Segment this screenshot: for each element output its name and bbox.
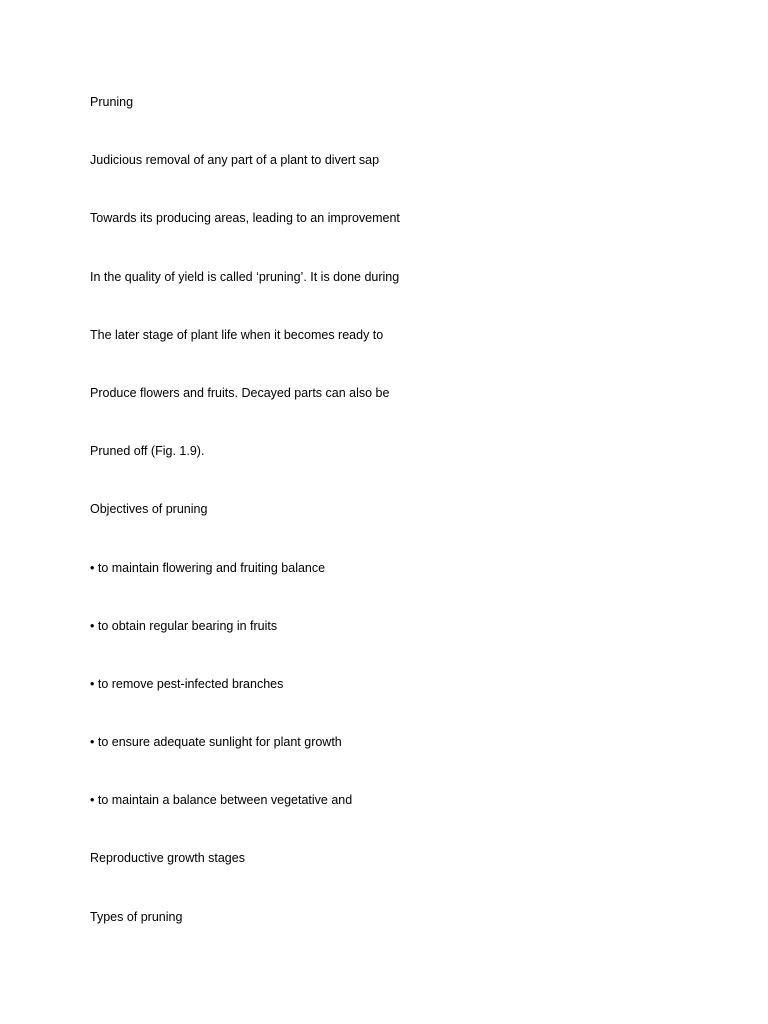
paragraph-line: Reproductive growth stages (90, 851, 245, 866)
section-heading-types: Types of pruning (90, 909, 183, 924)
document-body (90, 92, 400, 965)
paragraph-line: Produce flowers and fruits. Decayed parts can also be (90, 385, 390, 400)
paragraph-line: Judicious removal of any part of a plant to divert sap (90, 153, 380, 168)
paragraph-line: Pruned off (Fig. 1.9). (90, 444, 205, 459)
bullet-item: • to remove pest-infected branches (90, 676, 284, 691)
bullet-item: • to maintain a balance between vegetative and (90, 793, 353, 808)
section-heading-objectives: Objectives of pruning (90, 502, 208, 517)
bullet-item: • to ensure adequate sunlight for plant growth (90, 735, 342, 750)
paragraph-line: In the quality of yield is called ‘pruning’. It is done during (90, 269, 400, 284)
bullet-item: • to maintain flowering and fruiting balance (90, 560, 326, 575)
bullet-item: • to obtain regular bearing in fruits (90, 618, 278, 633)
paragraph-line: Towards its producing areas, leading to an improvement (90, 211, 400, 226)
paragraph-line: The later stage of plant life when it becomes ready to (90, 327, 384, 342)
section-heading-pruning: Pruning (90, 95, 134, 109)
